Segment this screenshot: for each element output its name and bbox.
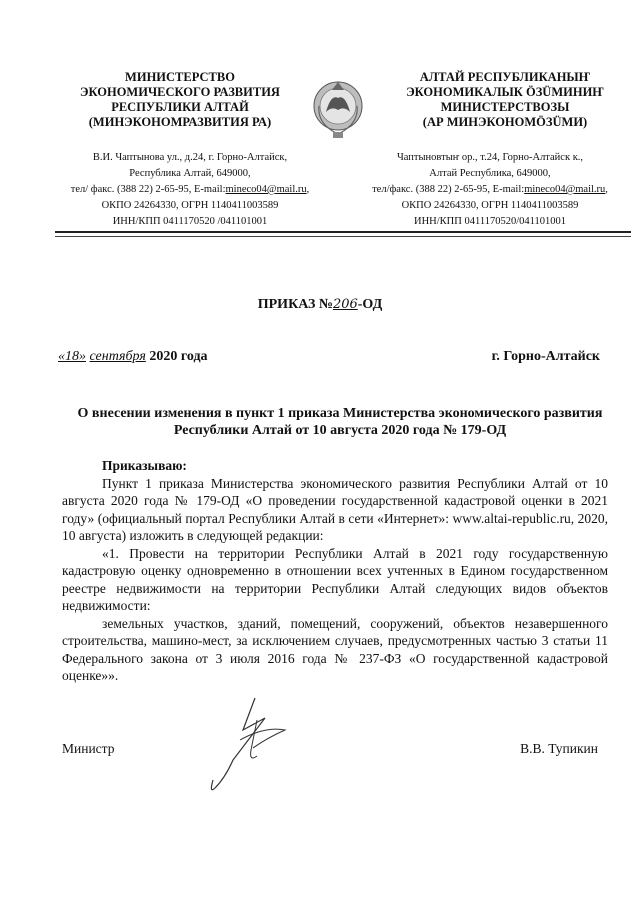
order-date — [58, 349, 208, 365]
address-line: ОКПО 24264330, ОГРН 1140411003589 — [101, 200, 279, 211]
address-line: В.И. Чаптынова ул., д.24, г. Горно-Алтайск, — [92, 152, 288, 163]
header-right-line: (АР МИНЭКОНОМÖЗÜМИ) — [422, 115, 588, 129]
header-divider-thin — [55, 236, 631, 237]
body-paragraph: земельных участков, зданий, помещений, сооружений, объектов незавершенного строительства, машино-мест, за исключением случаев, предусмотренных частью 3 статьи 11 Федерального закона от 3 июля 2016 года № 237-ФЗ «О государственной кадастровой оценке»». — [62, 615, 608, 683]
header-left-line: РЕСПУБЛИКИ АЛТАЙ — [111, 100, 249, 114]
address-punct: , — [605, 184, 608, 195]
body-paragraph: «1. Провести на территории Республики Алтай в 2021 году государственную кадастровую оценку одновременно в отношении всех учтенных в Едином государственном реестре недвижимости на территории Республики Алтай следующих видов объектов недвижимости: — [62, 545, 608, 613]
header-right-line: АЛТАЙ РЕСПУБЛИКАНЫҤ — [419, 70, 591, 84]
date-year: 2020 года — [145, 349, 208, 364]
address-line — [340, 182, 640, 198]
order-prefix: ПРИКАЗ № — [257, 297, 333, 312]
address-line: Чаптыновтыҥ ор., т.24, Горно-Алтайск к., — [396, 152, 584, 163]
signer-name: В.В. Тупикин — [520, 741, 598, 756]
order-suffix: -ОД — [357, 297, 383, 312]
date-close-quote: » — [79, 349, 86, 364]
email-link[interactable]: mineco04@mail.ru — [225, 184, 307, 195]
order-body — [62, 457, 608, 685]
address-line — [40, 182, 340, 198]
body-paragraph: Пункт 1 приказа Министерства экономического развития Республики Алтай от 10 августа 2020 года № 179-ОД «О проведении государственной кадастровой оценки в 2021 году» (официальный портал Республики Алтай в сети «Интернет»: www.altai-republic.ru, 2020, 10 августа) изложить в следующей редакции: — [62, 475, 608, 543]
address-line: ОКПО 24264330, ОГРН 1140411003589 — [401, 200, 579, 211]
order-number: 206 — [332, 297, 358, 312]
date-month: сентября — [89, 349, 146, 364]
order-subject: О внесении изменения в пункт 1 приказа Министерства экономического развития Республики Алтай от 10 августа 2020 года № 179-ОД — [77, 406, 603, 438]
header-divider — [55, 231, 631, 233]
header-left-line: ЭКОНОМИЧЕСКОГО РАЗВИТИЯ — [80, 85, 280, 99]
header-left — [55, 70, 305, 130]
email-link[interactable]: mineco04@mail.ru — [524, 184, 606, 195]
address-label: тел/факс. (388 22) 2-65-95, E-mail: — [372, 184, 525, 195]
header-left-line: МИНИСТЕРСТВО — [125, 70, 235, 84]
header-right-line: МИНИСТЕРСТВОЗЫ — [440, 100, 570, 114]
header-left-line: (МИНЭКОНОМРАЗВИТИЯ РА) — [88, 115, 272, 129]
date-day: 18 — [65, 349, 79, 364]
coat-of-arms-icon — [311, 68, 365, 148]
address-line: Республика Алтай, 649000, — [129, 168, 251, 179]
city: г. Горно-Алтайск — [491, 349, 600, 364]
address-line: Алтай Республика, 649000, — [429, 168, 551, 179]
address-right — [340, 150, 640, 230]
order-title — [0, 297, 640, 313]
address-punct: , — [306, 184, 310, 195]
header-right-line: ЭКОНОМИКАЛЫК ÖЗÜМИНИҤ — [406, 85, 604, 99]
handwritten-signature-icon — [195, 690, 315, 800]
address-label: тел/ факс. (388 22) 2-65-95, E-mail: — [70, 184, 226, 195]
order-word: Приказываю: — [102, 458, 187, 473]
header-right — [375, 70, 635, 130]
address-left — [40, 150, 340, 230]
date-open-quote: « — [58, 349, 65, 364]
address-line: ИНН/КПП 0411170520 /041101001 — [112, 216, 268, 227]
address-line: ИНН/КПП 0411170520/041101001 — [414, 216, 566, 227]
signer-position: Министр — [62, 741, 115, 756]
